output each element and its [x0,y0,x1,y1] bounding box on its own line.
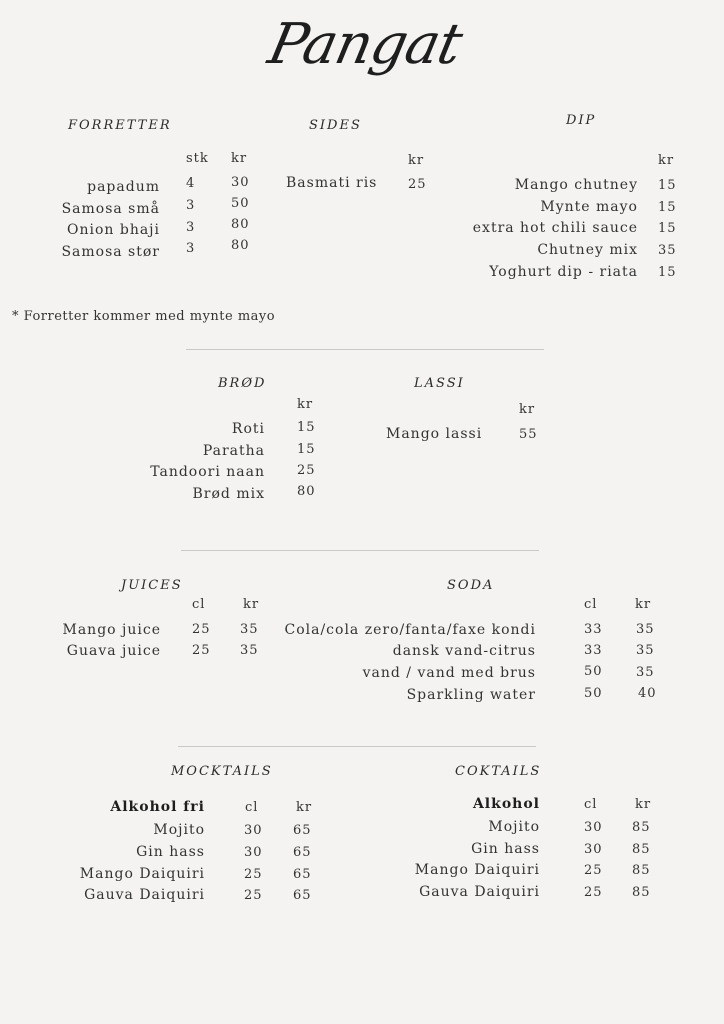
forretter-heading: FORRETTER [68,118,172,133]
forretter-item-name: papadum [87,179,160,195]
mocktails-item-price: 65 [293,867,312,882]
mocktails-item-name: Mojito [153,822,205,838]
coktails-item-price: 85 [632,820,651,835]
coktails-item-name: Mojito [488,819,540,835]
juices-item-cl: 25 [192,643,211,658]
soda-item-price: 35 [636,643,655,658]
sides-heading: SIDES [309,118,362,133]
brod-item-price: 25 [297,463,316,478]
dip-heading: DIP [566,113,597,128]
soda-item-cl: 50 [584,664,603,679]
coktails-item-cl: 25 [584,863,603,878]
juices-col-kr: kr [243,597,260,612]
soda-item-price: 35 [636,665,655,680]
forretter-col-stk: stk [186,151,209,166]
dip-item-name: Mynte mayo [540,199,638,215]
coktails-heading: COKTAILS [455,764,542,779]
mocktails-item-price: 65 [293,888,312,903]
forretter-col-kr: kr [231,151,248,166]
coktails-item-price: 85 [632,842,651,857]
dip-item-name: Mango chutney [514,177,638,193]
juices-item-cl: 25 [192,622,211,637]
coktails-item-cl: 25 [584,885,603,900]
dip-item-name: Yoghurt dip - riata [489,264,638,280]
mocktails-item-name: Mango Daiquiri [79,866,205,882]
mocktails-col-kr: kr [296,800,313,815]
lassi-heading: LASSI [414,376,465,391]
mocktails-col-cl: cl [245,800,259,815]
brod-item-price: 80 [297,484,316,499]
juices-item-price: 35 [240,622,259,637]
mocktails-item-name: Gauva Daiquiri [84,887,205,903]
mocktails-item-cl: 30 [244,845,263,860]
coktails-item-cl: 30 [584,842,603,857]
lassi-col-kr: kr [519,402,536,417]
mocktails-item-cl: 30 [244,823,263,838]
juices-col-cl: cl [192,597,206,612]
forretter-item-price: 30 [231,175,250,190]
soda-item-name: Cola/cola zero/fanta/faxe kondi [284,622,536,638]
coktails-item-price: 85 [632,885,651,900]
lassi-item-price: 55 [519,427,538,442]
soda-item-price: 40 [638,686,657,701]
dip-item-name: extra hot chili sauce [472,220,638,236]
soda-item-name: Sparkling water [406,687,536,703]
dip-item-price: 15 [658,265,677,280]
mocktails-item-price: 65 [293,845,312,860]
brod-item-name: Tandoori naan [150,464,265,480]
divider-line [186,349,544,350]
coktails-item-price: 85 [632,863,651,878]
forretter-item-qty: 3 [186,198,196,213]
juices-item-name: Guava juice [66,643,161,659]
mocktails-item-name: Gin hass [136,844,205,860]
coktails-col-kr: kr [635,797,652,812]
brod-item-price: 15 [297,442,316,457]
divider-line [181,550,539,551]
forretter-item-price: 50 [231,196,250,211]
dip-col-kr: kr [658,153,675,168]
forretter-item-qty: 4 [186,176,196,191]
mocktails-heading: MOCKTAILS [171,764,273,779]
forretter-item-qty: 3 [186,220,196,235]
juices-heading: JUICES [121,578,183,593]
coktails-item-cl: 30 [584,820,603,835]
soda-item-name: vand / vand med brus [362,665,536,681]
dip-item-price: 35 [658,243,677,258]
juices-item-name: Mango juice [62,622,161,638]
coktails-item-name: Gauva Daiquiri [419,884,540,900]
dip-item-price: 15 [658,200,677,215]
soda-item-cl: 33 [584,622,603,637]
mocktails-item-cl: 25 [244,867,263,882]
sides-item-price: 25 [408,177,427,192]
dip-item-name: Chutney mix [537,242,638,258]
coktails-subheading: Alkohol [472,796,540,812]
mocktails-item-price: 65 [293,823,312,838]
brod-heading: BRØD [218,376,267,391]
soda-item-price: 35 [636,622,655,637]
soda-item-name: dansk vand-citrus [392,643,536,659]
lassi-item-name: Mango lassi [386,426,483,442]
dip-item-price: 15 [658,221,677,236]
forretter-note: * Forretter kommer med mynte mayo [12,309,276,324]
juices-item-price: 35 [240,643,259,658]
brod-col-kr: kr [297,397,314,412]
forretter-item-name: Onion bhaji [66,222,160,238]
soda-item-cl: 50 [584,686,603,701]
forretter-item-name: Samosa små [61,201,160,217]
brod-item-name: Roti [231,421,265,437]
soda-item-cl: 33 [584,643,603,658]
soda-heading: SODA [447,578,495,593]
sides-item-name: Basmati ris [286,175,378,191]
brod-item-name: Brød mix [192,486,265,502]
forretter-item-name: Samosa stør [61,244,160,260]
forretter-item-price: 80 [231,217,250,232]
coktails-item-name: Mango Daiquiri [414,862,540,878]
sides-col-kr: kr [408,153,425,168]
coktails-item-name: Gin hass [471,841,540,857]
brod-item-name: Paratha [202,443,265,459]
soda-col-cl: cl [584,597,598,612]
dip-item-price: 15 [658,178,677,193]
forretter-item-price: 80 [231,238,250,253]
brod-item-price: 15 [297,420,316,435]
forretter-item-qty: 3 [186,241,196,256]
coktails-col-cl: cl [584,797,598,812]
divider-line [178,746,536,747]
soda-col-kr: kr [635,597,652,612]
brand-logo: Pangat [262,12,468,77]
mocktails-subheading: Alkohol fri [110,799,205,815]
mocktails-item-cl: 25 [244,888,263,903]
